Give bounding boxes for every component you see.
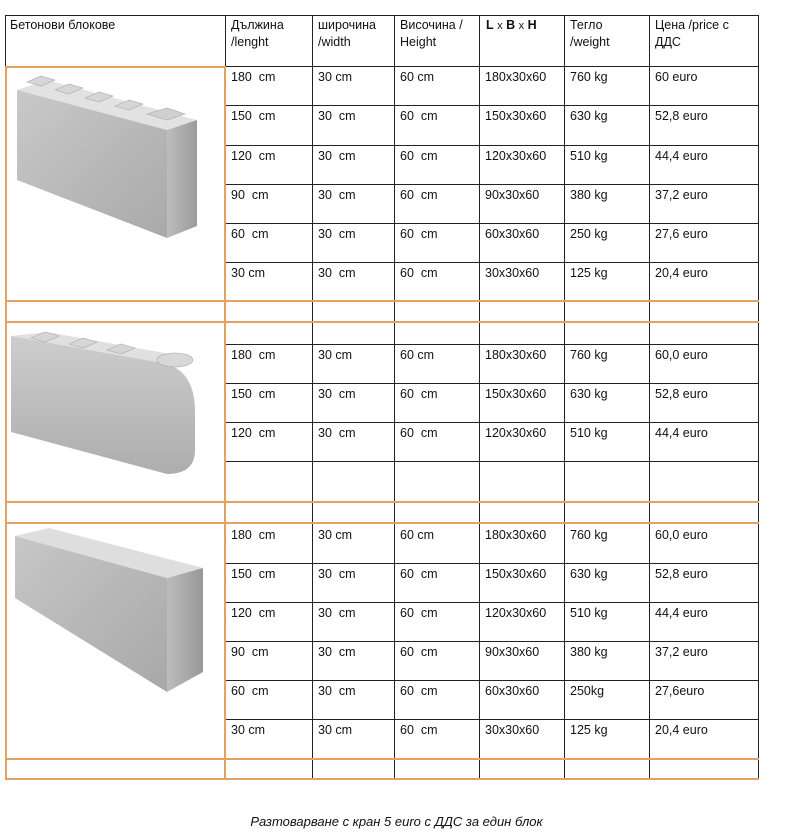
table-cell: 30 cm xyxy=(318,684,356,698)
header-product: Бетонови блокове xyxy=(10,18,116,32)
grid-line xyxy=(564,15,565,779)
table-cell: 30 cm xyxy=(318,426,356,440)
table-cell: 180x30x60 xyxy=(485,70,547,84)
grid-line xyxy=(312,15,313,779)
table-cell: 510 kg xyxy=(570,606,608,620)
table-cell: 150x30x60 xyxy=(485,567,547,581)
table-cell: 30 cm xyxy=(318,109,356,123)
table-cell: 30 cm xyxy=(318,567,356,581)
table-cell: 760 kg xyxy=(570,70,608,84)
table-cell: 120 cm xyxy=(231,149,276,163)
table-cell: 120x30x60 xyxy=(485,149,547,163)
table-cell: 60 cm xyxy=(400,528,435,542)
table-cell: 150 cm xyxy=(231,109,276,123)
grid-line xyxy=(225,602,759,603)
table-cell: 60 cm xyxy=(400,723,438,737)
accent-line xyxy=(5,300,759,302)
table-cell: 60 cm xyxy=(400,684,438,698)
table-cell: 20,4 euro xyxy=(655,266,708,280)
table-cell: 44,4 euro xyxy=(655,149,708,163)
table-cell: 37,2 euro xyxy=(655,645,708,659)
grid-line xyxy=(394,15,395,779)
table-cell: 180 cm xyxy=(231,70,276,84)
table-cell: 30 cm xyxy=(318,70,353,84)
table-cell: 90 cm xyxy=(231,188,269,202)
table-cell: 60 euro xyxy=(655,70,698,84)
table-cell: 125 kg xyxy=(570,266,608,280)
table-cell: 30 cm xyxy=(318,528,353,542)
grid-line xyxy=(758,15,759,779)
table-cell: 30x30x60 xyxy=(485,723,540,737)
grid-line xyxy=(225,461,759,462)
table-cell: 150x30x60 xyxy=(485,387,547,401)
table-cell: 60x30x60 xyxy=(485,227,540,241)
table-cell: 180 cm xyxy=(231,528,276,542)
table-cell: 60,0 euro xyxy=(655,348,708,362)
table-cell: 60 cm xyxy=(400,266,438,280)
header-price: Цена /price с ДДС xyxy=(655,18,729,49)
table-cell: 630 kg xyxy=(570,109,608,123)
table-cell: 30 cm xyxy=(318,149,356,163)
grid-line xyxy=(225,641,759,642)
table-cell: 30 cm xyxy=(231,723,266,737)
table-cell: 510 kg xyxy=(570,426,608,440)
table-cell: 180x30x60 xyxy=(485,348,547,362)
grid-line xyxy=(225,422,759,423)
table-cell: 30 cm xyxy=(231,266,266,280)
grid-line xyxy=(479,15,480,779)
table-cell: 90x30x60 xyxy=(485,188,540,202)
accent-line xyxy=(5,778,759,780)
table-cell: 90x30x60 xyxy=(485,645,540,659)
accent-line xyxy=(224,66,226,779)
header-height: Височина / Height xyxy=(400,18,463,49)
table-cell: 380 kg xyxy=(570,645,608,659)
grid-line xyxy=(225,719,759,720)
table-cell: 27,6 euro xyxy=(655,227,708,241)
table-cell: 60x30x60 xyxy=(485,684,540,698)
table-cell: 250 kg xyxy=(570,227,608,241)
table-cell: 27,6euro xyxy=(655,684,705,698)
grid-line xyxy=(225,680,759,681)
table-cell: 52,8 euro xyxy=(655,567,708,581)
table-cell: 44,4 euro xyxy=(655,606,708,620)
header-length: Дължина /lenght xyxy=(231,18,284,49)
table-cell: 30 cm xyxy=(318,606,356,620)
table-cell: 30x30x60 xyxy=(485,266,540,280)
grid-line xyxy=(225,563,759,564)
table-cell: 120x30x60 xyxy=(485,606,547,620)
table-cell: 380 kg xyxy=(570,188,608,202)
accent-line xyxy=(5,758,759,760)
table-cell: 30 cm xyxy=(318,723,353,737)
grid-line xyxy=(225,344,759,345)
table-cell: 250kg xyxy=(570,684,605,698)
unloading-note: Разтоварване с кран 5 euro с ДДС за един блок xyxy=(250,814,543,829)
table-cell: 20,4 euro xyxy=(655,723,708,737)
table-cell: 30 cm xyxy=(318,387,356,401)
block-with-knobs-image xyxy=(7,68,223,300)
header-dims: L x B x H xyxy=(486,18,537,32)
table-cell: 60 cm xyxy=(400,606,438,620)
grid-line xyxy=(225,383,759,384)
table-cell: 30 cm xyxy=(318,645,356,659)
grid-line xyxy=(225,105,759,106)
table-cell: 125 kg xyxy=(570,723,608,737)
grid-line xyxy=(5,15,759,16)
table-cell: 150x30x60 xyxy=(485,109,547,123)
grid-line xyxy=(225,262,759,263)
table-cell: 120 cm xyxy=(231,606,276,620)
table-cell: 52,8 euro xyxy=(655,109,708,123)
grid-line xyxy=(225,145,759,146)
table-cell: 60 cm xyxy=(231,684,269,698)
table-cell: 60 cm xyxy=(400,188,438,202)
table-cell: 90 cm xyxy=(231,645,269,659)
table-cell: 150 cm xyxy=(231,387,276,401)
grid-line xyxy=(649,15,650,779)
table-cell: 60 cm xyxy=(400,149,438,163)
header-width: широчина /width xyxy=(318,18,376,49)
grid-line xyxy=(225,66,759,67)
table-cell: 60 cm xyxy=(400,348,435,362)
table-cell: 120 cm xyxy=(231,426,276,440)
table-cell: 60 cm xyxy=(231,227,269,241)
rounded-end-block-image xyxy=(7,322,223,500)
table-cell: 150 cm xyxy=(231,567,276,581)
table-cell: 30 cm xyxy=(318,266,356,280)
table-cell: 510 kg xyxy=(570,149,608,163)
table-cell: 60 cm xyxy=(400,70,435,84)
table-cell: 60 cm xyxy=(400,387,438,401)
grid-line xyxy=(225,184,759,185)
table-cell: 180 cm xyxy=(231,348,276,362)
table-cell: 60 cm xyxy=(400,227,438,241)
table-cell: 60 cm xyxy=(400,645,438,659)
table-cell: 60,0 euro xyxy=(655,528,708,542)
table-cell: 760 kg xyxy=(570,528,608,542)
table-cell: 760 kg xyxy=(570,348,608,362)
table-cell: 37,2 euro xyxy=(655,188,708,202)
header-weight: Тегло /weight xyxy=(570,18,610,49)
table-cell: 180x30x60 xyxy=(485,528,547,542)
table-cell: 30 cm xyxy=(318,348,353,362)
flat-block-image xyxy=(7,524,223,694)
table-cell: 630 kg xyxy=(570,567,608,581)
table-cell: 60 cm xyxy=(400,567,438,581)
table-cell: 30 cm xyxy=(318,227,356,241)
table-cell: 120x30x60 xyxy=(485,426,547,440)
accent-line xyxy=(5,501,759,503)
grid-line xyxy=(225,223,759,224)
table-cell: 60 cm xyxy=(400,426,438,440)
table-cell: 630 kg xyxy=(570,387,608,401)
table-cell: 52,8 euro xyxy=(655,387,708,401)
table-cell: 44,4 euro xyxy=(655,426,708,440)
table-cell: 30 cm xyxy=(318,188,356,202)
table-cell: 60 cm xyxy=(400,109,438,123)
